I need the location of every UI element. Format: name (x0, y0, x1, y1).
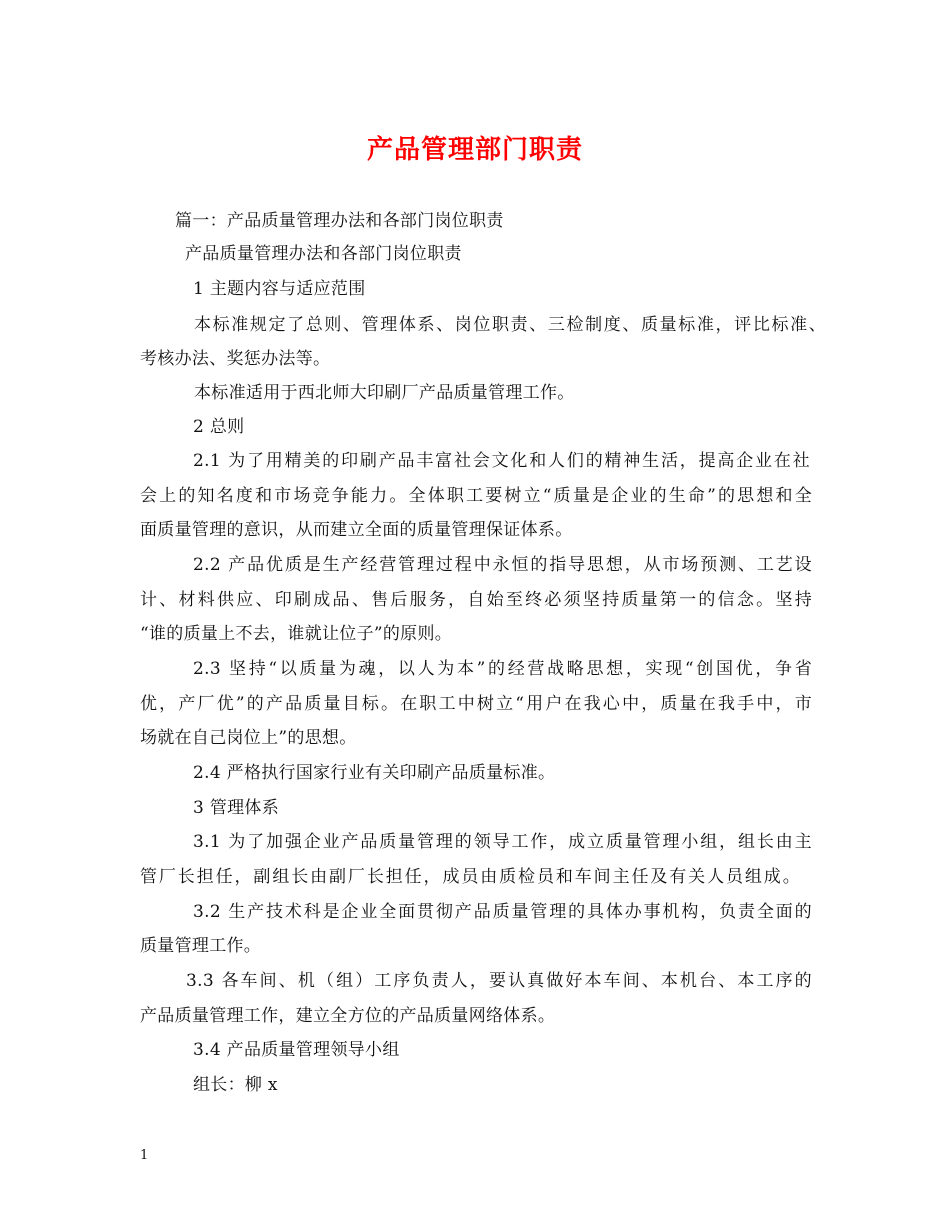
paragraph-line: 2.2 产品优质是生产经营管理过程中永恒的指导思想，从市场预测、工艺设 (193, 555, 812, 575)
paragraph-line: 计、材料供应、印刷成品、售后服务，自始至终必须坚持质量第一的信念。坚持 (140, 590, 812, 610)
paragraph-line: 1 主题内容与适应范围 (193, 279, 366, 299)
paragraph-line: 2.4 严格执行国家行业有关印刷产品质量标准。 (193, 763, 556, 783)
paragraph-line: 本标准规定了总则、管理体系、岗位职责、三检制度、质量标准，评比标准、 (194, 315, 826, 335)
paragraph-line: 面质量管理的意识，从而建立全面的质量管理保证体系。 (140, 520, 573, 540)
paragraph-line: 产品质量管理工作，建立全方位的产品质量网络体系。 (140, 1006, 556, 1026)
paragraph-line: 3.4 产品质量管理领导小组 (193, 1040, 400, 1060)
paragraph-line: “谁的质量上不去，谁就让位子”的原则。 (140, 624, 453, 644)
paragraph-line: 本标准适用于西北师大印刷厂产品质量管理工作。 (194, 383, 575, 403)
paragraph-line: 场就在自己岗位上”的思想。 (140, 728, 357, 748)
paragraph-line: 2 总则 (193, 417, 245, 437)
paragraph-line: 组长：柳 x (193, 1075, 278, 1095)
paragraph-line: 2.1 为了用精美的印刷产品丰富社会文化和人们的精神生活，提高企业在社 (193, 451, 810, 471)
paragraph-line: 会上的知名度和市场竞争能力。全体职工要树立“质量是企业的生命”的思想和全 (140, 486, 812, 506)
paragraph-line: 篇一：产品质量管理办法和各部门岗位职责 (175, 211, 504, 231)
paragraph-line: 管厂长担任，副组长由副厂长担任，成员由质检员和车间主任及有关人员组成。 (140, 867, 800, 887)
paragraph-line: 3.1 为了加强企业产品质量管理的领导工作，成立质量管理小组，组长由主 (193, 832, 812, 852)
paragraph-line: 3 管理体系 (193, 798, 280, 818)
paragraph-line: 3.2 生产技术科是企业全面贯彻产品质量管理的具体办事机构，负责全面的 (193, 902, 812, 922)
paragraph-line: 2.3 坚持“以质量为魂，以人为本”的经营战略思想，实现“创国优，争省 (193, 659, 812, 679)
document-title: 产品管理部门职责 (366, 135, 583, 165)
paragraph-line: 产品质量管理办法和各部门岗位职责 (185, 244, 462, 264)
paragraph-line: 考核办法、奖惩办法等。 (140, 349, 331, 369)
page-number: 1 (140, 1148, 149, 1163)
paragraph-line: 质量管理工作。 (140, 936, 262, 956)
paragraph-line: 优，产厂优”的产品质量目标。在职工中树立“用户在我心中，质量在我手中，市 (140, 694, 812, 714)
paragraph-line: 3.3 各车间、机（组）工序负责人，要认真做好本车间、本机台、本工序的 (186, 971, 812, 991)
